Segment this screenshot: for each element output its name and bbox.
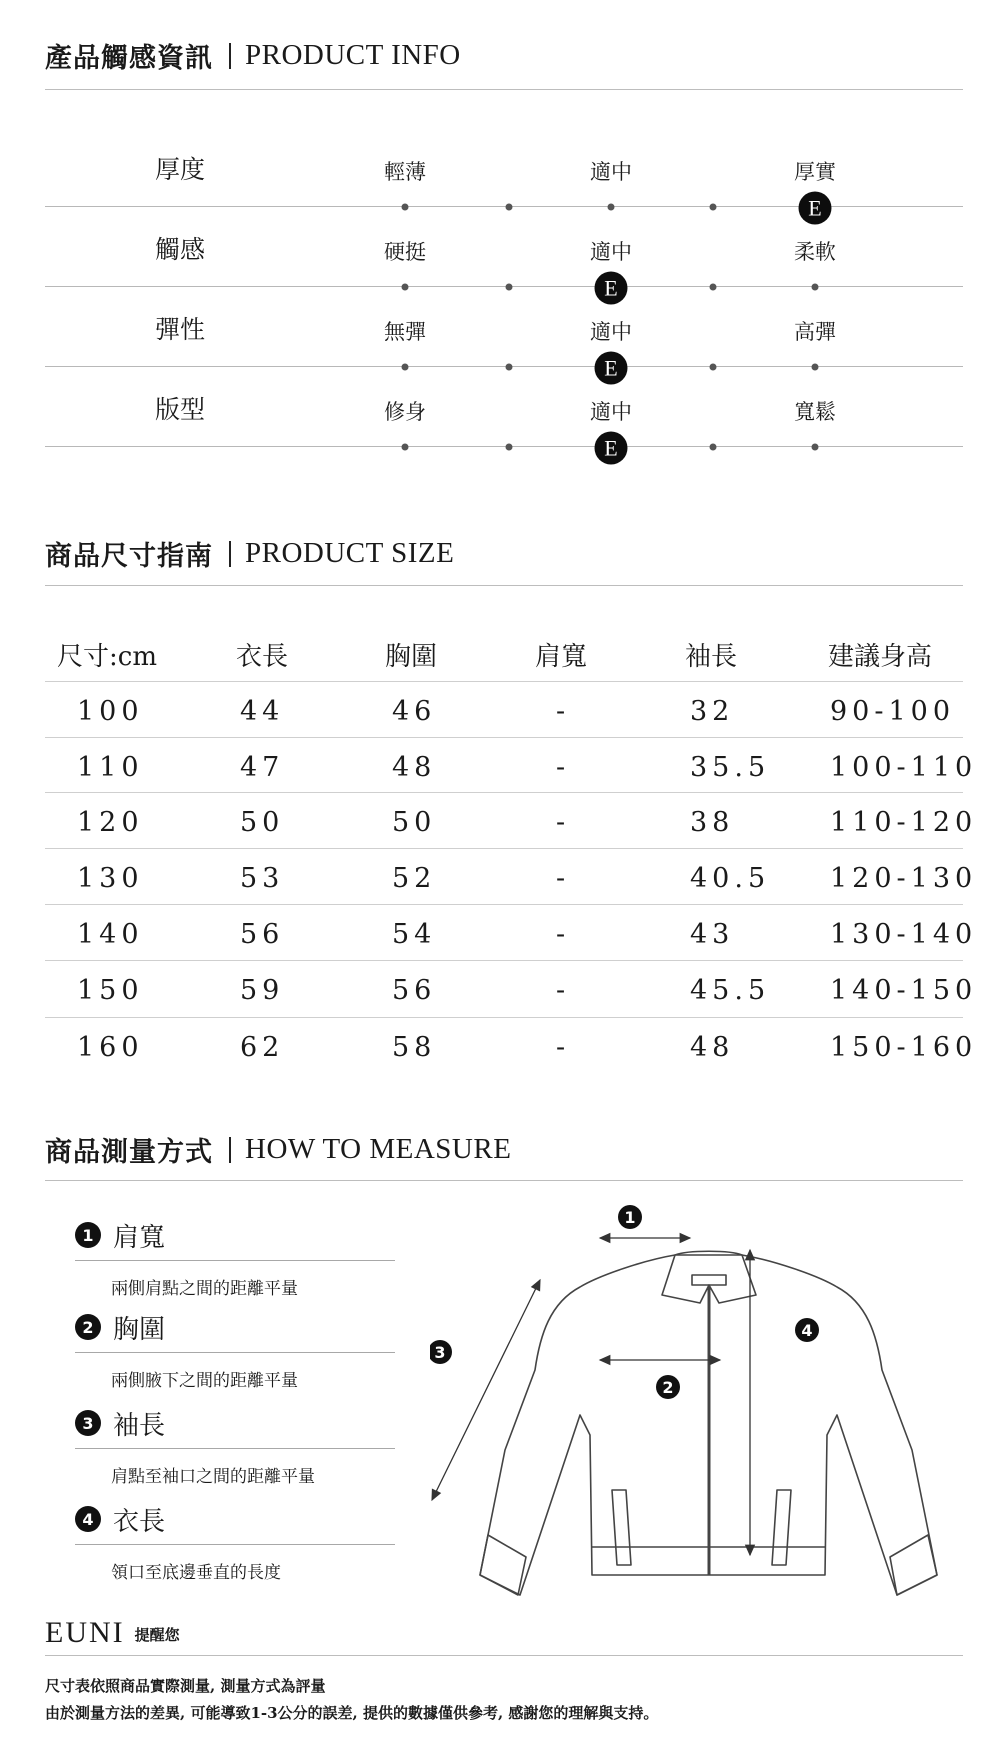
measure-item-name: 衣長: [113, 1506, 166, 1537]
feel-option: 適中: [590, 320, 632, 344]
feel-option: 柔軟: [794, 240, 836, 264]
measure-item-desc: 領口至底邊垂直的長度: [111, 1563, 281, 1583]
feel-scale-dot: [402, 284, 409, 291]
brand-row: [45, 1618, 180, 1648]
measure-item-desc: 肩點至袖口之間的距離平量: [111, 1467, 315, 1487]
table-cell: 140-150: [830, 975, 978, 1006]
footer-note-line-2: 由於測量方法的差異, 可能導致1-3公分的誤差, 提供的數據僅供參考, 感謝您的理解與支持。: [45, 1704, 659, 1722]
divider: [75, 1260, 395, 1261]
measure-item-name: 袖長: [113, 1410, 166, 1441]
table-cell: 110: [77, 752, 144, 783]
table-cell: 130-140: [830, 919, 978, 950]
feel-option: 高彈: [794, 320, 836, 344]
table-cell: 48: [690, 1032, 735, 1063]
table-row: [0, 907, 1000, 963]
table-cell: 47: [240, 752, 285, 783]
table-cell: 110-120: [830, 807, 978, 838]
table-cell: -: [556, 1032, 571, 1063]
section-title-info: [45, 36, 461, 75]
table-cell: 44: [240, 696, 285, 727]
table-cell: 52: [392, 863, 437, 894]
section-rule: [45, 1180, 963, 1181]
table-divider: [45, 848, 963, 849]
table-header: 胸圍: [385, 642, 438, 672]
feel-option: 修身: [384, 400, 426, 424]
feel-scale-dot: [506, 204, 513, 211]
table-cell: 38: [690, 807, 735, 838]
section-rule: [45, 89, 963, 90]
measure-item-chest: [75, 1310, 395, 1391]
measure-item-name: 胸圍: [113, 1314, 166, 1345]
table-header: 肩寬: [535, 642, 588, 672]
feel-scale-dot: [608, 204, 615, 211]
feel-scale-dot: [506, 284, 513, 291]
feel-option: 適中: [590, 240, 632, 264]
table-header: 衣長: [236, 642, 289, 672]
table-row: [0, 740, 1000, 796]
brand-note: 提醒您: [134, 1626, 180, 1644]
table-row: [0, 1020, 1000, 1076]
jacket-pocket-right: [772, 1490, 791, 1565]
table-cell: 48: [392, 752, 437, 783]
table-cell: 54: [392, 919, 437, 950]
table-divider: [45, 904, 963, 905]
table-cell: 140: [77, 919, 144, 950]
section-title-zh: 產品觸感資訊: [45, 43, 213, 74]
feel-scale-dot: [710, 204, 717, 211]
feel-option: 適中: [590, 160, 632, 184]
number-badge-1-label: 1: [624, 1208, 636, 1227]
number-badge-3-label: 3: [434, 1343, 446, 1362]
table-cell: 53: [240, 863, 285, 894]
measure-item-shoulder: [75, 1218, 395, 1299]
feel-scale-dot: [710, 444, 717, 451]
table-row: [0, 795, 1000, 851]
number-badge-2-label: 2: [662, 1378, 674, 1397]
feel-scale-dot: [812, 364, 819, 371]
feel-scale-line: [45, 446, 963, 447]
feel-scale-dot: [812, 284, 819, 291]
feel-option: 適中: [590, 400, 632, 424]
feel-option: 寬鬆: [794, 400, 836, 424]
section-title-en: PRODUCT SIZE: [245, 537, 455, 569]
feel-row-label: 彈性: [155, 315, 206, 344]
table-header: 建議身高: [828, 642, 933, 672]
title-divider: [229, 43, 231, 69]
table-row: [0, 684, 1000, 740]
section-title-measure: [45, 1130, 511, 1169]
divider: [75, 1352, 395, 1353]
table-cell: 50: [240, 807, 285, 838]
table-cell: 100-110: [830, 752, 978, 783]
number-badge: 4: [75, 1506, 101, 1532]
feel-selected-marker: E: [595, 352, 628, 385]
table-cell: 160: [77, 1032, 144, 1063]
feel-row-label: 版型: [155, 395, 206, 424]
feel-scale-dot: [402, 444, 409, 451]
table-cell: 46: [392, 696, 437, 727]
table-cell: -: [556, 863, 571, 894]
measure-item-name: 肩寬: [113, 1222, 166, 1253]
table-cell: 56: [240, 919, 285, 950]
jacket-cuff-right: [890, 1535, 937, 1595]
sleeve-arrow: [432, 1280, 540, 1500]
feel-row: [0, 228, 1000, 308]
section-title-en: PRODUCT INFO: [245, 39, 461, 71]
feel-option: 輕薄: [384, 160, 426, 184]
section-title-zh: 商品測量方式: [45, 1137, 213, 1168]
number-badge: 1: [75, 1222, 101, 1248]
table-cell: 43: [690, 919, 735, 950]
feel-selected-marker: E: [595, 432, 628, 465]
table-divider: [45, 792, 963, 793]
table-cell: 100: [77, 696, 144, 727]
table-cell: 62: [240, 1032, 285, 1063]
table-divider: [45, 737, 963, 738]
measure-item-desc: 兩側肩點之間的距離平量: [111, 1279, 298, 1299]
table-cell: 150: [77, 975, 144, 1006]
table-cell: 90-100: [830, 696, 956, 727]
measure-item-head: [75, 1406, 395, 1440]
feel-row: [0, 148, 1000, 228]
measure-item-head: [75, 1310, 395, 1344]
table-divider: [45, 1017, 963, 1018]
feel-scale-dot: [402, 364, 409, 371]
table-cell: 150-160: [830, 1032, 978, 1063]
jacket-pocket-left: [612, 1490, 631, 1565]
feel-scale-dot: [506, 364, 513, 371]
feel-selected-marker: E: [799, 192, 832, 225]
table-cell: 120-130: [830, 863, 978, 894]
measure-item-desc: 兩側腋下之間的距離平量: [111, 1371, 298, 1391]
number-badge: 3: [75, 1410, 101, 1436]
table-cell: 58: [392, 1032, 437, 1063]
feel-option: 厚實: [794, 160, 836, 184]
measure-item-head: [75, 1218, 395, 1252]
footer-note-line-1: 尺寸表依照商品實際測量, 測量方式為評量: [45, 1677, 326, 1695]
table-cell: 130: [77, 863, 144, 894]
feel-scale-line: [45, 366, 963, 367]
footer-rule: [45, 1655, 963, 1656]
feel-scale-line: [45, 286, 963, 287]
feel-scale-dot: [506, 444, 513, 451]
measure-item-length: [75, 1502, 395, 1583]
title-divider: [229, 1137, 231, 1163]
feel-option: 無彈: [384, 320, 426, 344]
table-header: 尺寸:cm: [57, 642, 157, 672]
section-rule: [45, 585, 963, 586]
table-cell: -: [556, 975, 571, 1006]
table-row: [0, 963, 1000, 1019]
table-cell: 35.5: [690, 752, 771, 783]
number-badge-4-label: 4: [801, 1321, 813, 1340]
table-cell: 50: [392, 807, 437, 838]
measure-item-head: [75, 1502, 395, 1536]
measure-item-sleeve: [75, 1406, 395, 1487]
feel-selected-marker: E: [595, 272, 628, 305]
table-cell: -: [556, 752, 571, 783]
table-cell: 40.5: [690, 863, 771, 894]
jacket-diagram: [430, 1195, 990, 1615]
feel-scale-dot: [402, 204, 409, 211]
feel-row: [0, 308, 1000, 388]
table-cell: 59: [240, 975, 285, 1006]
table-cell: -: [556, 919, 571, 950]
table-cell: 56: [392, 975, 437, 1006]
section-title-en: HOW TO MEASURE: [245, 1133, 512, 1165]
feel-row-label: 觸感: [155, 235, 206, 264]
number-badge: 2: [75, 1314, 101, 1340]
feel-scale-dot: [710, 284, 717, 291]
section-title-zh: 商品尺寸指南: [45, 541, 213, 572]
title-divider: [229, 541, 231, 567]
table-divider: [45, 960, 963, 961]
feel-option: 硬挺: [384, 240, 426, 264]
table-cell: 120: [77, 807, 144, 838]
table-cell: -: [556, 696, 571, 727]
table-cell: -: [556, 807, 571, 838]
table-divider: [45, 681, 963, 682]
section-title-size: [45, 534, 454, 573]
table-row: [0, 851, 1000, 907]
brand-logo: EUNI: [45, 1616, 125, 1649]
divider: [75, 1448, 395, 1449]
feel-scale-dot: [710, 364, 717, 371]
table-header: 袖長: [685, 642, 738, 672]
feel-row: [0, 388, 1000, 468]
table-cell: 32: [690, 696, 735, 727]
table-cell: 45.5: [690, 975, 771, 1006]
feel-row-label: 厚度: [155, 155, 206, 184]
feel-scale-dot: [812, 444, 819, 451]
divider: [75, 1544, 395, 1545]
